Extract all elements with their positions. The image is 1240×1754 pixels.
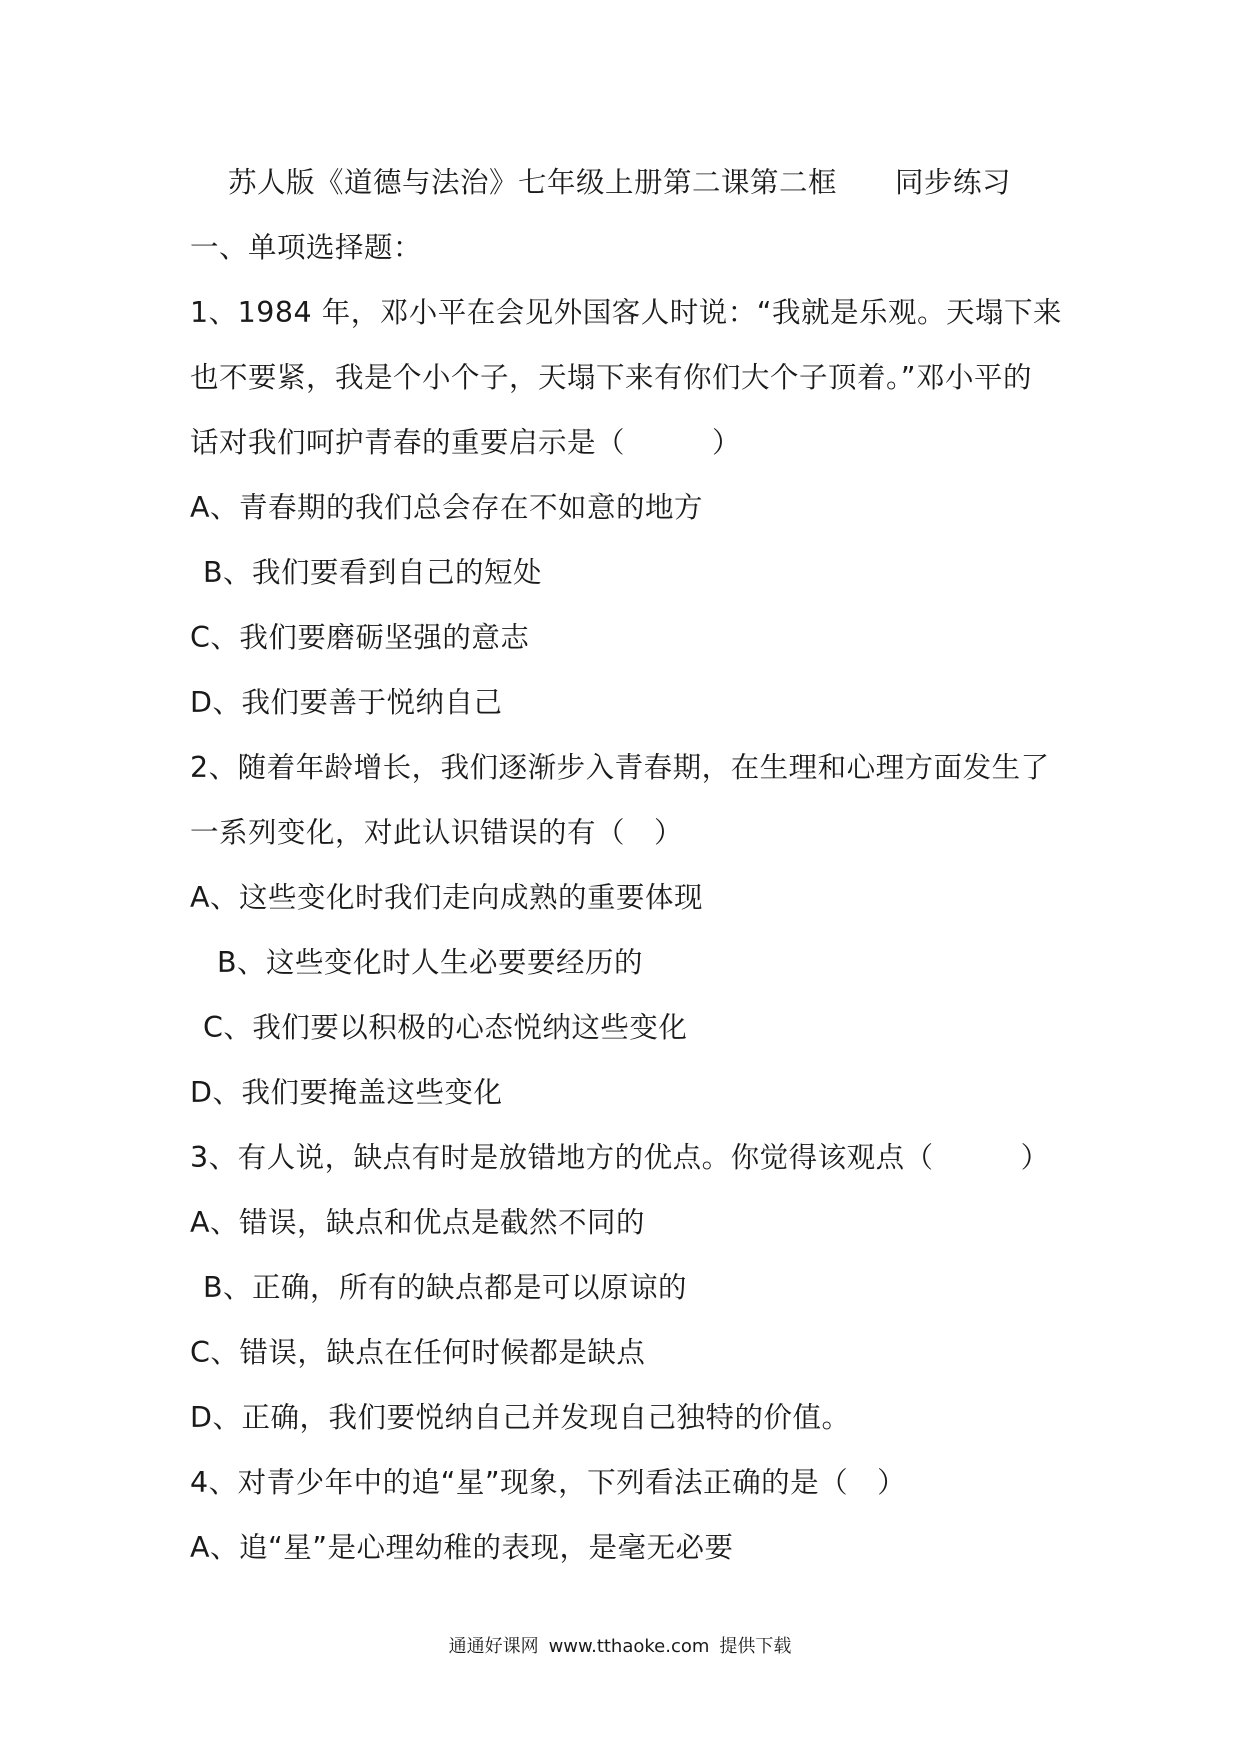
question-1-line-3: 话对我们呵护青春的重要启示是（ ） xyxy=(190,426,742,459)
question-4-option-a: A、追“星”是心理幼稚的表现，是毫无必要 xyxy=(190,1531,734,1564)
question-1-line-1: 1、1984 年，邓小平在会见外国客人时说：“我就是乐观。天塌下来 xyxy=(190,296,1062,329)
question-3-option-c: C、错误，缺点在任何时候都是缺点 xyxy=(190,1336,646,1369)
question-3-option-a: A、错误，缺点和优点是截然不同的 xyxy=(190,1206,645,1239)
question-1-option-b: B、我们要看到自己的短处 xyxy=(203,556,543,589)
footer-note: 提供下载 xyxy=(719,1636,792,1657)
question-2-option-c: C、我们要以积极的心态悦纳这些变化 xyxy=(203,1011,688,1044)
title-sub: 同步练习 xyxy=(895,166,1012,199)
footer-site-name: 通通好课网 xyxy=(448,1636,539,1657)
section-heading: 一、单项选择题： xyxy=(190,231,423,264)
question-1-option-c: C、我们要磨砺坚强的意志 xyxy=(190,621,530,654)
question-1-option-d: D、我们要善于悦纳自己 xyxy=(190,686,503,719)
title-main: 苏人版《道德与法治》七年级上册第二课第二框 xyxy=(228,166,838,199)
question-4-line-1: 4、对青少年中的追“星”现象，下列看法正确的是（ ） xyxy=(190,1466,907,1499)
question-2-line-2: 一系列变化，对此认识错误的有（ ） xyxy=(190,816,684,849)
question-2-option-d: D、我们要掩盖这些变化 xyxy=(190,1076,503,1109)
footer-url[interactable]: www.tthaoke.com xyxy=(548,1636,710,1657)
question-3-option-b: B、正确，所有的缺点都是可以原谅的 xyxy=(203,1271,688,1304)
question-3-line-1: 3、有人说，缺点有时是放错地方的优点。你觉得该观点（ ） xyxy=(190,1141,1050,1174)
question-2-line-1: 2、随着年龄增长，我们逐渐步入青春期，在生理和心理方面发生了 xyxy=(190,751,1050,784)
question-1-option-a: A、青春期的我们总会存在不如意的地方 xyxy=(190,491,703,524)
question-2-option-b: B、这些变化时人生必要要经历的 xyxy=(217,946,644,979)
question-3-option-d: D、正确，我们要悦纳自己并发现自己独特的价值。 xyxy=(190,1401,851,1434)
document-title xyxy=(228,163,1011,203)
page-footer xyxy=(0,1634,1240,1660)
question-1-line-2: 也不要紧，我是个小个子，天塌下来有你们大个子顶着。”邓小平的 xyxy=(190,361,1033,394)
question-2-option-a: A、这些变化时我们走向成熟的重要体现 xyxy=(190,881,703,914)
